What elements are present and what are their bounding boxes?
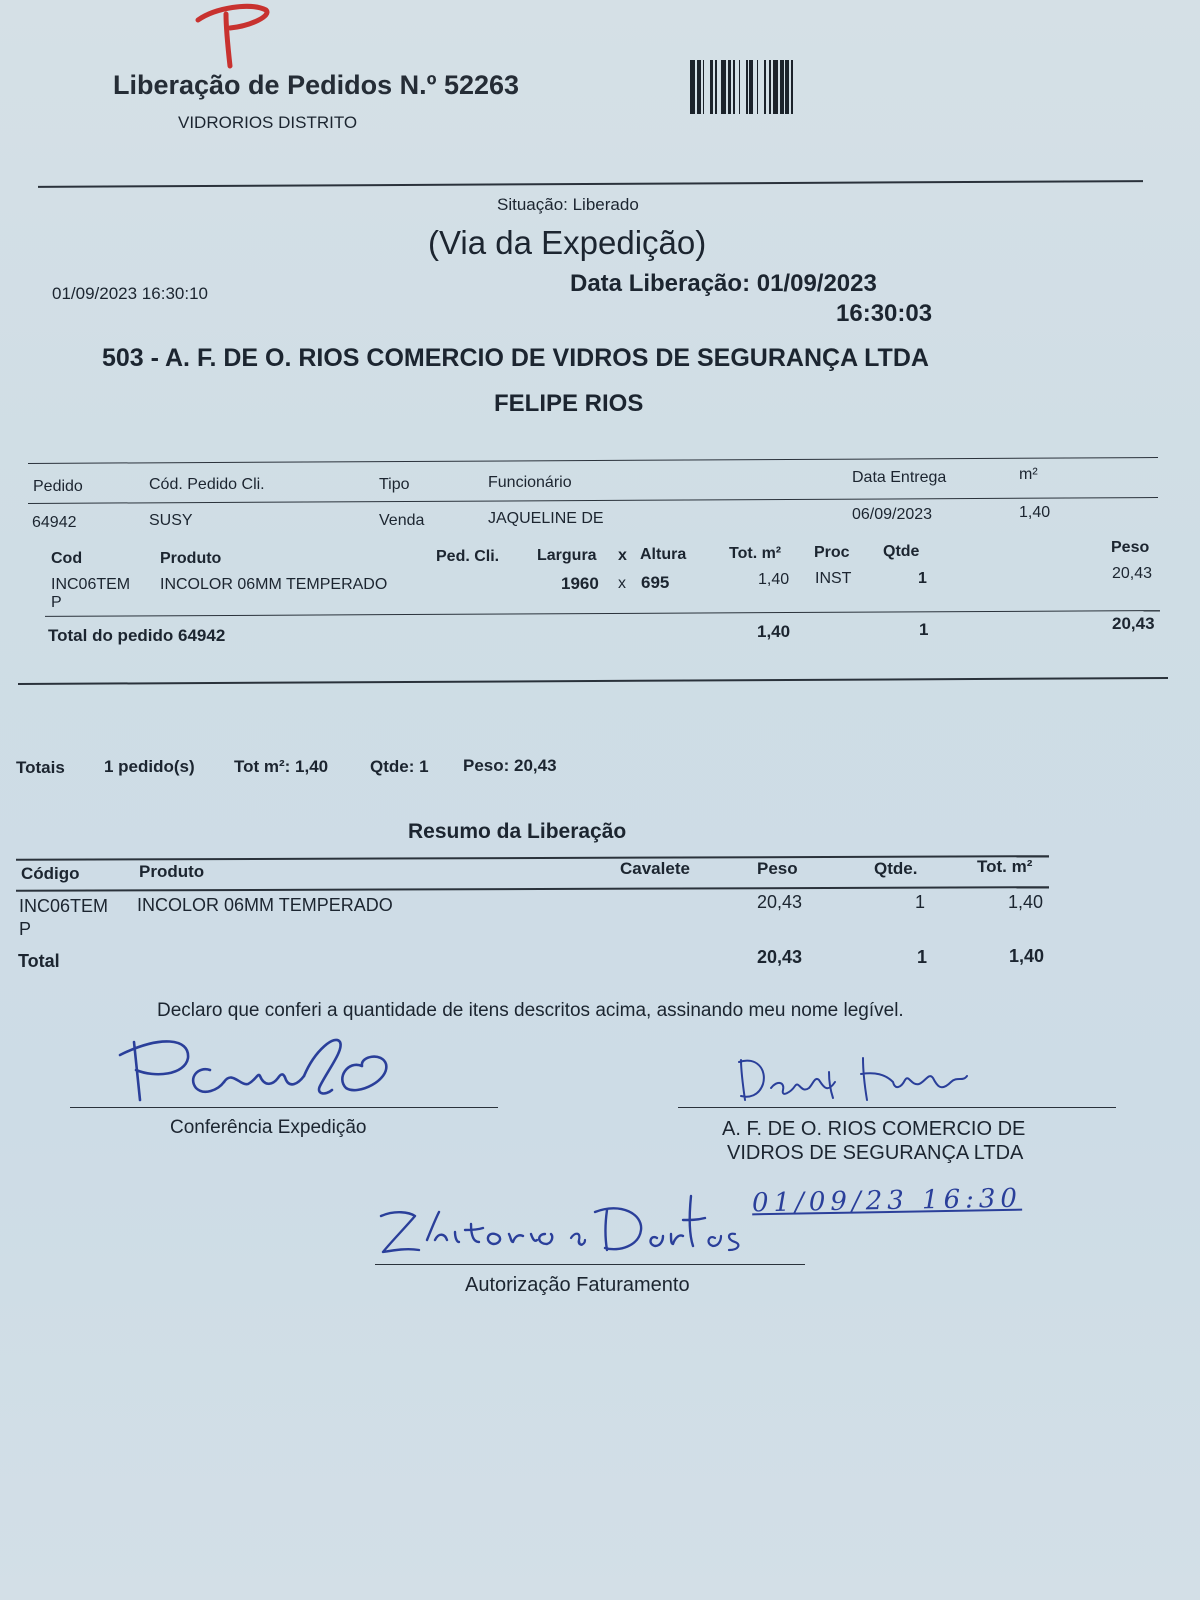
item-header-x: x xyxy=(618,547,627,564)
summary-total-qtde: 1 xyxy=(917,947,928,967)
col-header-m2: m² xyxy=(1019,466,1038,483)
summary-header-divider xyxy=(16,886,1049,892)
summary-tot-m2: 1,40 xyxy=(1008,892,1044,912)
barcode-bar xyxy=(757,60,759,114)
barcode-bar xyxy=(785,60,789,114)
item-tot-m2: 1,40 xyxy=(758,571,790,588)
declaration-text: Declaro que conferi a quantidade de itens descritos acima, assinando meu nome legível. xyxy=(157,1000,904,1021)
barcode xyxy=(690,60,880,114)
signature-line-right xyxy=(678,1107,1116,1108)
signature-label-right-line2: VIDROS DE SEGURANÇA LTDA xyxy=(727,1142,1024,1164)
summary-total-label: Total xyxy=(18,951,60,971)
handwritten-p-mark xyxy=(190,0,280,70)
item-header-ped-cli: Ped. Cli. xyxy=(436,548,500,565)
via-title: (Via da Expedição) xyxy=(428,224,707,261)
summary-codigo-cont: P xyxy=(19,919,32,939)
order-total-peso: 20,43 xyxy=(1112,614,1155,633)
item-header-cod: Cod xyxy=(51,550,83,567)
barcode-bar xyxy=(769,60,771,114)
barcode-bar xyxy=(721,60,726,114)
barcode-bar xyxy=(764,60,766,114)
col-header-data-entrega: Data Entrega xyxy=(852,469,947,486)
order-cod-pedido-cli: SUSY xyxy=(149,512,193,529)
barcode-bar xyxy=(749,60,753,114)
totals-label: Totais xyxy=(16,758,65,777)
item-cod-cont: P xyxy=(51,594,62,611)
item-proc: INST xyxy=(815,570,852,587)
order-pedido: 64942 xyxy=(32,514,77,531)
summary-header-peso: Peso xyxy=(757,859,798,878)
order-data-entrega: 06/09/2023 xyxy=(852,506,933,523)
barcode-bar xyxy=(733,60,735,114)
client-name: FELIPE RIOS xyxy=(494,390,644,417)
signature-company xyxy=(735,1052,985,1108)
barcode-bar xyxy=(739,60,741,114)
item-header-proc: Proc xyxy=(814,544,850,561)
item-header-largura: Largura xyxy=(537,547,597,564)
release-date: Data Liberação: 01/09/2023 xyxy=(570,270,877,297)
status-text: Situação: Liberado xyxy=(497,195,639,214)
barcode-bar xyxy=(728,60,732,114)
totals-pedidos: 1 pedido(s) xyxy=(104,757,195,776)
item-produto: INCOLOR 06MM TEMPERADO xyxy=(160,576,388,593)
order-total-divider xyxy=(45,610,1160,617)
summary-codigo: INC06TEM xyxy=(19,896,109,916)
summary-header-qtde: Qtde. xyxy=(874,859,918,878)
document-subtitle: VIDRORIOS DISTRITO xyxy=(178,113,358,132)
order-header-divider xyxy=(28,497,1158,504)
item-largura: 1960 xyxy=(561,574,599,593)
item-altura: 695 xyxy=(641,573,670,592)
summary-title: Resumo da Liberação xyxy=(408,820,627,843)
client-line: 503 - A. F. DE O. RIOS COMERCIO DE VIDROS DE SEGURANÇA LTDA xyxy=(102,344,929,372)
item-header-produto: Produto xyxy=(160,550,222,567)
item-x: x xyxy=(618,575,626,592)
order-total-qtde: 1 xyxy=(919,620,929,639)
summary-header-produto: Produto xyxy=(139,862,205,881)
order-funcionario: JAQUELINE DE xyxy=(488,510,604,527)
summary-peso: 20,43 xyxy=(757,892,803,912)
summary-total-tot-m2: 1,40 xyxy=(1009,946,1045,966)
signature-label-bottom: Autorização Faturamento xyxy=(465,1274,690,1296)
order-bottom-divider xyxy=(18,677,1168,685)
col-header-cod-pedido-cli: Cód. Pedido Cli. xyxy=(149,476,265,493)
item-cod: INC06TEM xyxy=(51,576,131,593)
print-datetime: 01/09/2023 16:30:10 xyxy=(52,284,208,303)
barcode-bar xyxy=(791,60,793,114)
order-m2: 1,40 xyxy=(1019,504,1051,521)
order-total-tot-m2: 1,40 xyxy=(757,622,791,641)
item-header-qtde: Qtde xyxy=(883,543,920,560)
col-header-pedido: Pedido xyxy=(33,478,83,495)
summary-total-peso: 20,43 xyxy=(757,947,803,967)
col-header-funcionario: Funcionário xyxy=(488,474,572,491)
item-peso: 20,43 xyxy=(1112,565,1153,582)
item-header-peso: Peso xyxy=(1111,539,1150,556)
order-total-label: Total do pedido 64942 xyxy=(48,626,226,645)
barcode-bar xyxy=(715,60,717,114)
signature-label-left: Conferência Expedição xyxy=(170,1117,367,1138)
barcode-bar xyxy=(697,60,701,114)
item-qtde: 1 xyxy=(918,570,927,587)
summary-qtde: 1 xyxy=(915,892,926,912)
item-header-altura: Altura xyxy=(640,546,687,563)
barcode-bar xyxy=(690,60,695,114)
barcode-bar xyxy=(780,60,784,114)
totals-qtde: Qtde: 1 xyxy=(370,757,429,776)
col-header-tipo: Tipo xyxy=(379,476,410,493)
summary-produto: INCOLOR 06MM TEMPERADO xyxy=(137,895,393,915)
signature-line-bottom xyxy=(375,1264,805,1265)
header-divider xyxy=(38,180,1143,188)
barcode-bar xyxy=(773,60,778,114)
order-top-divider xyxy=(28,457,1158,464)
barcode-bar xyxy=(703,60,705,114)
summary-header-tot-m2: Tot. m² xyxy=(977,857,1033,876)
summary-header-cavalete: Cavalete xyxy=(620,859,690,878)
barcode-bar xyxy=(710,60,714,114)
signature-line-left xyxy=(70,1107,498,1108)
signature-autorizacao xyxy=(375,1190,735,1270)
item-header-tot-m2: Tot. m² xyxy=(729,545,782,562)
summary-header-codigo: Código xyxy=(21,864,80,883)
signature-label-right-line1: A. F. DE O. RIOS COMERCIO DE xyxy=(722,1118,1026,1140)
barcode-bar xyxy=(746,60,748,114)
document-title: Liberação de Pedidos N.º 52263 xyxy=(113,70,520,100)
handwritten-date: 01/09/23 16:30 xyxy=(751,1183,1023,1219)
totals-peso: Peso: 20,43 xyxy=(463,756,557,775)
order-tipo: Venda xyxy=(379,512,425,529)
release-time: 16:30:03 xyxy=(836,300,933,327)
totals-tot-m2: Tot m²: 1,40 xyxy=(234,757,329,776)
